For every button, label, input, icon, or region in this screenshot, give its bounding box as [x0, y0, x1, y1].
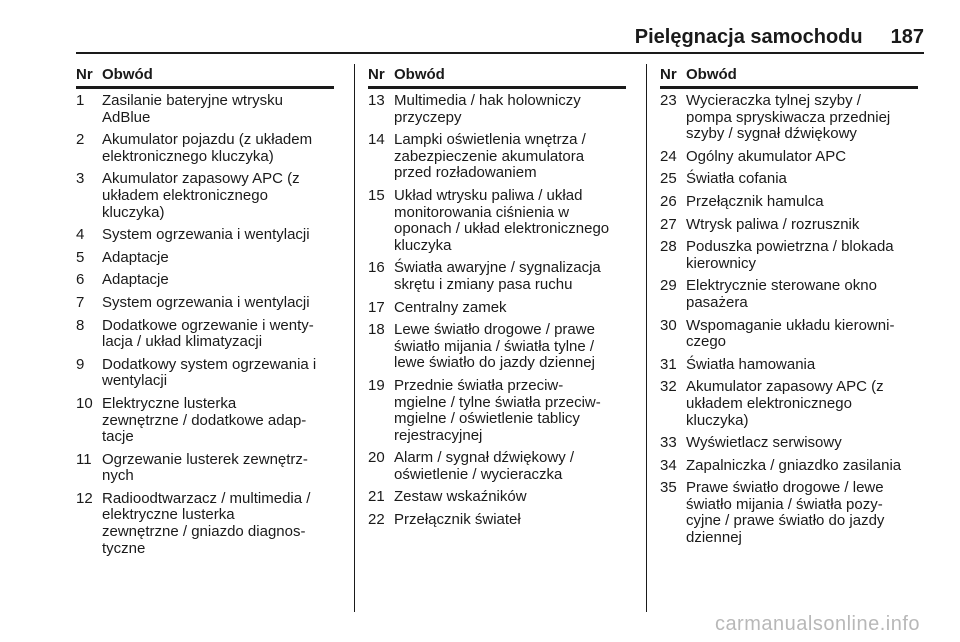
fuse-number: 17	[368, 298, 385, 316]
fuse-circuit: Radioodtwarzacz / multimedia / elektryczne lusterka zewnętrzne / gniazdo diagnos- tyczne	[102, 489, 311, 557]
fuse-circuit: Przełącznik świateł	[394, 511, 521, 529]
column-header	[368, 66, 626, 89]
column-header	[76, 66, 334, 89]
fuse-circuit: Adaptacje	[102, 271, 169, 289]
fuse-row	[76, 171, 334, 221]
fuse-circuit: Adaptacje	[102, 248, 169, 266]
fuse-number: 28	[660, 238, 677, 256]
fuse-number: 27	[660, 215, 677, 233]
fuse-number: 30	[660, 316, 677, 334]
fuse-number: 26	[660, 192, 677, 210]
fuse-row	[660, 480, 918, 546]
fuse-row	[76, 272, 334, 289]
fuse-circuit: Centralny zamek	[394, 298, 507, 316]
fuse-number: 10	[76, 394, 93, 412]
fuse-number: 31	[660, 355, 677, 373]
column-header-circuit: Obwód	[102, 66, 153, 83]
fuse-number: 25	[660, 170, 677, 188]
fuse-circuit: Dodatkowe ogrzewanie i wenty- lacja / układ klimatyzacji	[102, 316, 314, 351]
fuse-circuit: Lampki oświetlenia wnętrza / zabezpieczenie akumulatora przed rozładowaniem	[394, 131, 586, 182]
fuse-circuit: Światła cofania	[686, 170, 787, 188]
fuse-circuit: Elektryczne lusterka zewnętrzne / dodatkowe adap- tacje	[102, 394, 307, 446]
fuse-number: 12	[76, 489, 93, 507]
fuse-number: 33	[660, 434, 677, 452]
column-divider	[646, 64, 647, 612]
fuse-number: 2	[76, 131, 85, 149]
fuse-circuit: Wyświetlacz serwisowy	[686, 434, 842, 452]
fuse-row	[660, 357, 918, 374]
fuse-number: 6	[76, 271, 85, 289]
fuse-circuit: Poduszka powietrzna / blokada kierownicy	[686, 238, 894, 272]
fuse-number: 14	[368, 131, 385, 149]
fuse-number: 21	[368, 488, 385, 506]
fuse-row	[368, 260, 626, 293]
fuse-number: 5	[76, 248, 85, 266]
fuse-number: 35	[660, 479, 677, 497]
fuse-number: 18	[368, 321, 385, 339]
fuse-number: 20	[368, 449, 385, 467]
fuse-number: 13	[368, 92, 385, 109]
fuse-row	[76, 132, 334, 165]
fuse-number: 22	[368, 511, 385, 529]
fuse-number: 34	[660, 456, 677, 474]
fuse-circuit: Zasilanie bateryjne wtrysku AdBlue	[102, 92, 283, 126]
fuse-number: 3	[76, 170, 85, 188]
fuse-row	[660, 171, 918, 188]
fuse-circuit: Przełącznik hamulca	[686, 192, 824, 210]
fuse-circuit: Wycieraczka tylnej szyby / pompa spryskiwacza przedniej szyby / sygnał dźwiękowy	[686, 92, 891, 143]
fuse-row	[368, 132, 626, 182]
column-divider	[354, 64, 355, 612]
fuse-circuit: Elektrycznie sterowane okno pasażera	[686, 277, 877, 311]
fuse-row	[76, 491, 334, 557]
fuse-number: 8	[76, 316, 85, 334]
fuse-row	[660, 318, 918, 351]
fuse-circuit: Światła awaryjne / sygnalizacja skrętu i zmiany pasa ruchu	[394, 259, 601, 293]
fuse-number: 15	[368, 186, 385, 204]
fuse-circuit: Dodatkowy system ogrzewania i wentylacji	[102, 355, 317, 390]
fuse-row	[660, 278, 918, 311]
fuse-list	[660, 93, 918, 547]
column-header-nr: Nr	[660, 66, 677, 83]
fuse-row	[76, 318, 334, 351]
fuse-row	[660, 93, 918, 143]
fuse-row	[660, 149, 918, 166]
fuse-circuit: Lewe światło drogowe / prawe światło mijania / światła tylne / lewe światło do jazdy dziennej	[394, 321, 595, 372]
fuse-list	[76, 93, 334, 557]
fuse-row	[76, 227, 334, 244]
fuse-number: 11	[76, 450, 92, 468]
fuse-row	[76, 250, 334, 267]
fuse-circuit: Wspomaganie układu kierowni- czego	[686, 316, 895, 351]
page-number: 187	[890, 26, 924, 48]
header-title	[635, 26, 924, 49]
fuse-number: 32	[660, 378, 677, 396]
fuse-list	[368, 93, 626, 529]
fuse-number: 9	[76, 355, 85, 373]
fuse-number: 23	[660, 92, 677, 109]
column-header-circuit: Obwód	[686, 66, 737, 83]
column-header-nr: Nr	[76, 66, 93, 83]
fuse-circuit: Światła hamowania	[686, 355, 816, 373]
column-header	[660, 66, 918, 89]
fuse-circuit: Układ wtrysku paliwa / układ monitorowania ciśnienia w oponach / układ elektronicznego kluczyka	[394, 186, 610, 254]
fuse-number: 29	[660, 277, 677, 295]
fuse-number: 1	[76, 92, 85, 109]
fuse-row	[368, 450, 626, 483]
fuse-row	[368, 188, 626, 254]
fuse-circuit: Przednie światła przeciw- mgielne / tylne światła przeciw- mgielne / oświetlenie tablicy rejestracyjnej	[394, 376, 601, 444]
watermark: carmanualsonline.info	[714, 613, 920, 635]
fuse-circuit: Prawe światło drogowe / lewe światło mijania / światła pozy- cyjne / prawe światło do jazdy dziennej	[686, 479, 885, 547]
column-header-circuit: Obwód	[394, 66, 445, 83]
fuse-circuit: Akumulator zapasowy APC (z układem elektronicznego kluczyka)	[102, 170, 300, 221]
fuse-circuit: Ogrzewanie lusterek zewnętrz- nych	[102, 450, 308, 485]
fuse-number: 19	[368, 376, 385, 394]
fuse-row	[368, 378, 626, 444]
fuse-row	[660, 379, 918, 429]
fuse-circuit: Zapalniczka / gniazdko zasilania	[686, 456, 902, 474]
fuse-circuit: Multimedia / hak holowniczy przyczepy	[394, 92, 581, 126]
fuse-number: 7	[76, 293, 85, 311]
fuse-row	[76, 357, 334, 390]
fuse-row	[368, 489, 626, 506]
fuse-row	[76, 396, 334, 446]
fuse-row	[660, 194, 918, 211]
fuse-row	[660, 435, 918, 452]
fuse-row	[76, 93, 334, 126]
fuse-row	[368, 512, 626, 529]
fuse-number: 16	[368, 259, 385, 277]
page-header	[76, 26, 924, 54]
fuse-column-2	[368, 66, 626, 535]
column-header-nr: Nr	[368, 66, 385, 83]
fuse-row	[368, 93, 626, 126]
fuse-number: 24	[660, 147, 677, 165]
fuse-circuit: Wtrysk paliwa / rozrusznik	[686, 215, 860, 233]
fuse-circuit: Ogólny akumulator APC	[686, 147, 847, 165]
fuse-circuit: System ogrzewania i wentylacji	[102, 226, 310, 244]
fuse-row	[660, 239, 918, 272]
fuse-row	[368, 300, 626, 317]
fuse-row	[660, 458, 918, 475]
fuse-circuit: Zestaw wskaźników	[394, 488, 527, 506]
fuse-row	[660, 217, 918, 234]
fuse-number: 4	[76, 226, 85, 244]
fuse-column-3	[660, 66, 918, 553]
section-title: Pielęgnacja samochodu	[634, 26, 863, 48]
fuse-circuit: System ogrzewania i wentylacji	[102, 293, 310, 311]
fuse-circuit: Alarm / sygnał dźwiękowy / oświetlenie / wycieraczka	[394, 449, 575, 483]
fuse-circuit: Akumulator pojazdu (z układem elektronicznego kluczyka)	[102, 131, 313, 165]
fuse-circuit: Akumulator zapasowy APC (z układem elektronicznego kluczyka)	[686, 378, 884, 429]
fuse-row	[76, 452, 334, 485]
fuse-row	[76, 295, 334, 312]
fuse-row	[368, 322, 626, 372]
fuse-column-1	[76, 66, 334, 563]
